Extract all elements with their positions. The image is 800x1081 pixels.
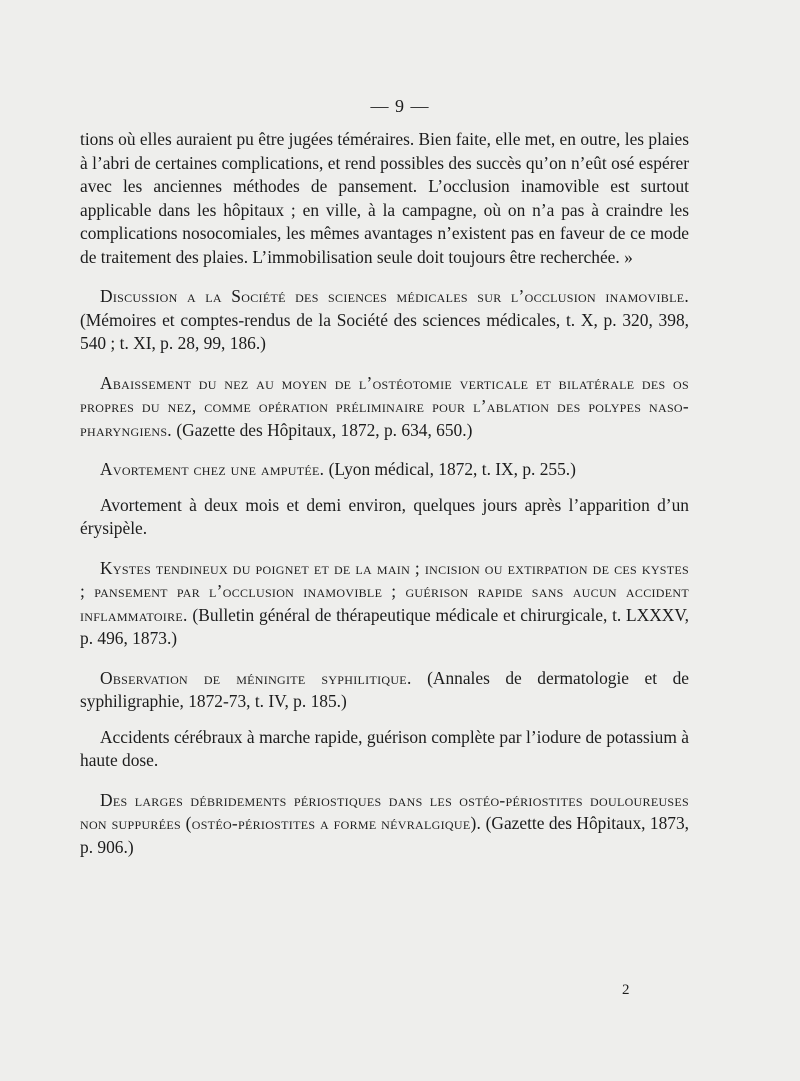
- bibliography-entry: [80, 667, 689, 714]
- entry-note: Accidents cérébraux à marche rapide, guérison complète par l’iodure de potassium à haute dose.: [80, 726, 689, 770]
- entry-title: Kystes tendineux du poignet et de la main ; incision ou extirpation de ces kystes ; pansement par l’occlusion inamovible ; guérison rapide sans aucun accident inflammatoire.: [80, 557, 689, 625]
- bibliography-entry: [80, 285, 689, 356]
- signature-mark: 2: [622, 982, 630, 998]
- bibliography-entry: [80, 557, 689, 651]
- bibliography-entry: [80, 789, 689, 860]
- entry-title: Des larges débridements périostiques dans les ostéo-périostites douloureuses non suppurées (ostéo-périostites a forme névralgique).: [80, 789, 689, 833]
- page-number: — 9 —: [370, 96, 430, 116]
- bibliography-entry: [80, 458, 689, 482]
- entry-title: Discussion a la Société des sciences médicales sur l’occlusion inamovible.: [100, 286, 689, 306]
- entry-reference: (Gazette des Hôpitaux, 1873, p. 906.): [80, 813, 690, 857]
- entry-note: Avortement à deux mois et demi environ, quelques jours après l’apparition d’un érysipèle.: [80, 494, 689, 538]
- entry-title: Observation de méningite syphilitique.: [100, 667, 412, 688]
- entry-reference: (Lyon médical, 1872, t. IX, p. 255.): [328, 459, 576, 479]
- entry-title: Avortement chez une amputée.: [100, 459, 325, 479]
- page-body: [80, 128, 689, 859]
- intro-paragraph: tions où elles auraient pu être jugées téméraires. Bien faite, elle met, en outre, les plaies à l’abri de certaines complications, et rend possibles des succès qu’on n’eût osé espérer avec les anciennes méthodes de pansement. L’occlusion inamovible est surtout applicable dans les hôpitaux ; en ville, à la campagne, où on n’a pas à craindre les complications nosocomiales, les mêmes avantages n’existent pas en faveur de ce mode de traitement des plaies. L’immobilisation seule doit toujours être recherchée. »: [80, 129, 689, 267]
- bibliography-entry: [80, 372, 689, 443]
- entry-reference: (Gazette des Hôpitaux, 1872, p. 634, 650.): [176, 419, 473, 440]
- entry-reference: (Bulletin général de thérapeutique médicale et chirurgicale, t. LXXXV, p. 496, 1873.): [80, 604, 689, 648]
- entry-title: Abaissement du nez au moyen de l’ostéotomie verticale et bilatérale des os propres du nez, comme opération préliminaire pour l’ablation des polypes naso-pharyngiens.: [80, 372, 689, 440]
- entry-reference: (Annales de dermatologie et de syphiligraphie, 1872-73, t. IV, p. 185.): [80, 667, 689, 711]
- entry-reference: (Mémoires et comptes-rendus de la Société des sciences médicales, t. X, p. 320, 398, 540 ; t. XI, p. 28, 99, 186.): [80, 309, 689, 353]
